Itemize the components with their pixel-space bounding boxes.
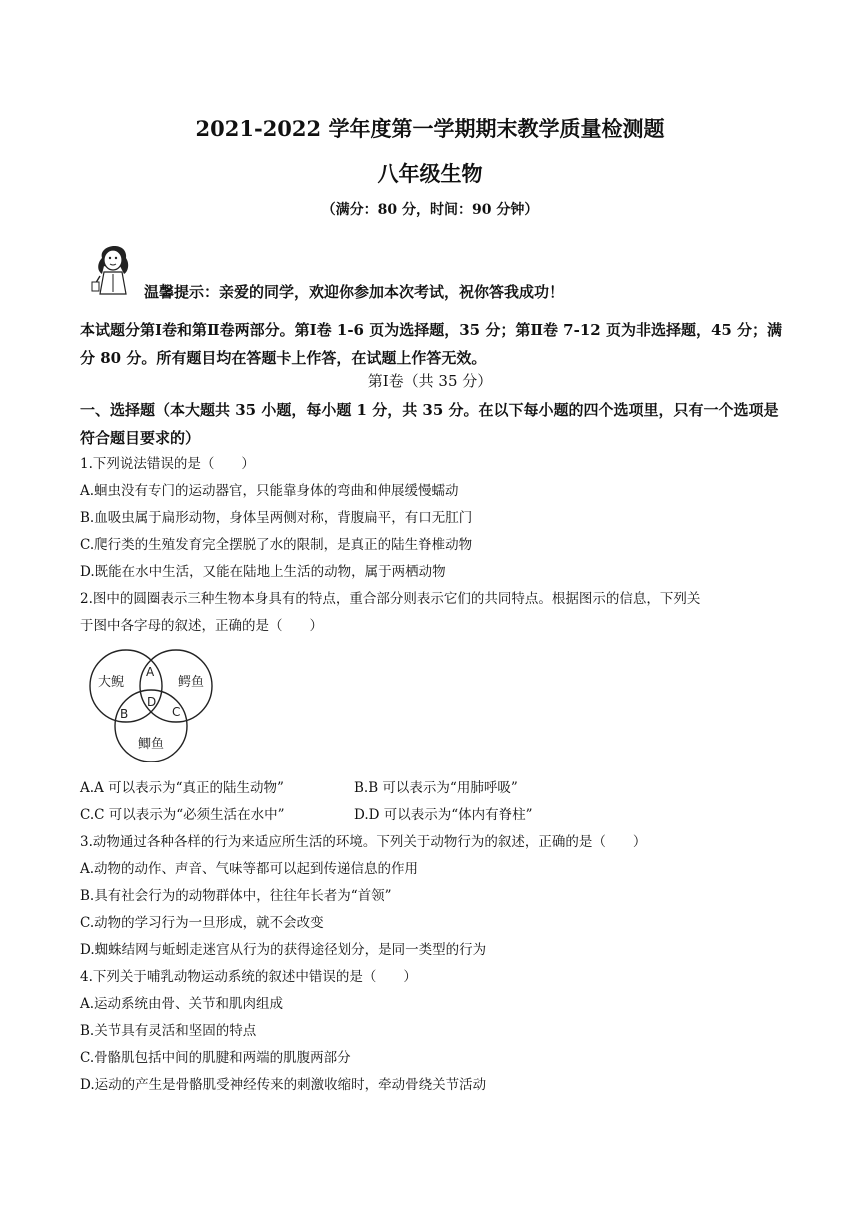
q4-option-c: C.骨骼肌包括中间的肌腱和两端的肌腹两部分	[80, 1050, 351, 1066]
venn-label-bottom: 鲫鱼	[138, 737, 165, 752]
part-one-heading: 一、选择题（本大题共 35 小题，每小题 1 分，共 35 分。在以下每小题的四个选项里，只有一个选项是符合题目要求的）	[80, 401, 779, 447]
q2-stem-line2: 于图中各字母的叙述，正确的是（ ）	[80, 618, 323, 634]
q3-option-d: D.蜘蛛结网与蚯蚓走迷宫从行为的获得途径划分，是同一类型的行为	[80, 942, 487, 958]
q2-option-c: C.C 可以表示为“必须生活在水中”	[80, 807, 285, 823]
venn-letter-b: B	[120, 707, 129, 721]
q1-stem: 1.下列说法错误的是（ ）	[80, 456, 255, 472]
q3-stem: 3.动物通过各种各样的行为来适应所生活的环境。下列关于动物行为的叙述，正确的是（ ）	[80, 834, 647, 850]
q2-option-a: A.A 可以表示为“真正的陆生动物”	[80, 780, 284, 796]
q4-option-b: B.关节具有灵活和坚固的特点	[80, 1023, 257, 1039]
exam-instructions: 本试题分第Ⅰ卷和第Ⅱ卷两部分。第Ⅰ卷 1-6 页为选择题，35 分；第Ⅱ卷 7-12 页为非选择题，45 分；满分 80 分。所有题目均在答题卡上作答，在试题上作答无效。	[80, 321, 783, 367]
q3-option-c: C.动物的学习行为一旦形成，就不会改变	[80, 915, 324, 931]
teacher-cartoon-icon	[90, 236, 136, 296]
q1-option-c: C.爬行类的生殖发育完全摆脱了水的限制，是真正的陆生脊椎动物	[80, 537, 473, 553]
q4-stem: 4.下列关于哺乳动物运动系统的叙述中错误的是（ ）	[80, 969, 417, 985]
q2-stem-line1: 2.图中的圆圈表示三种生物本身具有的特点，重合部分则表示它们的共同特点。根据图示的信息，下列关	[80, 591, 701, 607]
exam-meta: （满分：80 分，时间：90 分钟）	[321, 202, 539, 218]
venn-letter-c: C	[172, 705, 181, 719]
q4-option-d: D.运动的产生是骨骼肌受神经传来的刺激收缩时，牵动骨绕关节活动	[80, 1077, 487, 1093]
q2-option-d: D.D 可以表示为“体内有脊柱”	[354, 807, 533, 823]
q1-option-a: A.蛔虫没有专门的运动器官，只能靠身体的弯曲和伸展缓慢蠕动	[80, 483, 459, 499]
exam-title: 2021-2022 学年度第一学期期末教学质量检测题	[195, 116, 665, 141]
venn-label-right: 鳄鱼	[178, 675, 205, 690]
venn-label-left: 大鲵	[98, 675, 125, 690]
q3-option-b: B.具有社会行为的动物群体中，往往年长者为“首领”	[80, 888, 392, 904]
section-title: 第Ⅰ卷（共 35 分）	[367, 372, 493, 390]
warm-tip: 温馨提示：亲爱的同学，欢迎你参加本次考试，祝你答我成功！	[144, 283, 565, 301]
venn-letter-d: D	[147, 695, 157, 709]
q3-option-a: A.动物的动作、声音、气味等都可以起到传递信息的作用	[80, 861, 419, 877]
subject-title: 八年级生物	[377, 161, 483, 186]
q2-option-b: B.B 可以表示为“用肺呼吸”	[354, 780, 518, 796]
q1-option-d: D.既能在水中生活，又能在陆地上生活的动物，属于两栖动物	[80, 564, 446, 580]
venn-letter-a: A	[146, 665, 155, 679]
q1-option-b: B.血吸虫属于扁形动物，身体呈两侧对称，背腹扁平，有口无肛门	[80, 510, 473, 526]
q4-option-a: A.运动系统由骨、关节和肌肉组成	[80, 996, 284, 1012]
venn-diagram	[80, 640, 216, 762]
